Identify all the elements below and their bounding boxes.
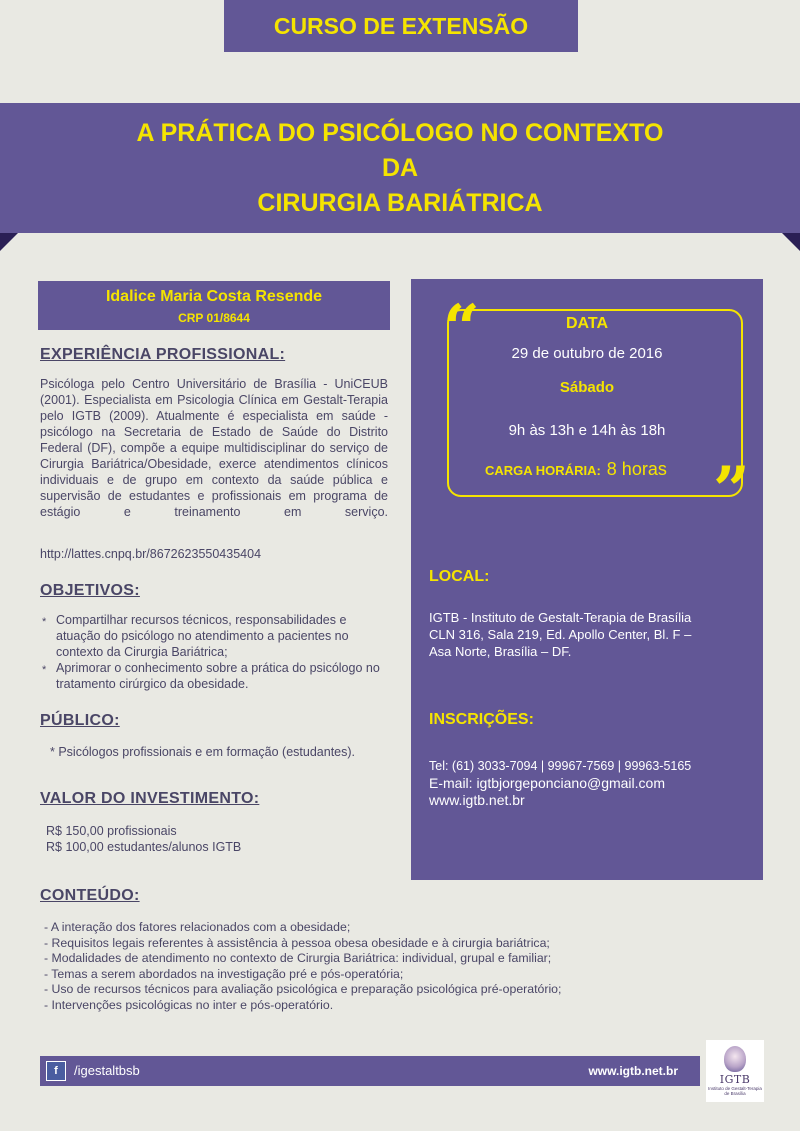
- list-item: - A interação dos fatores relacionados com a obesidade;: [44, 920, 351, 934]
- facebook-icon[interactable]: f: [46, 1061, 66, 1081]
- logo-emblem-icon: [724, 1046, 746, 1072]
- list-item: - Temas a serem abordados na investigação pré e pós-operatória;: [44, 966, 404, 981]
- list-item: - Modalidades de atendimento no contexto de Cirurgia Bariátrica: individual, grupal e familiar;: [44, 951, 552, 965]
- phone-numbers: Tel: (61) 3033-7094 | 99967-7569 | 99963-5165: [429, 759, 692, 773]
- logo-wordmark: IGTB: [719, 1073, 751, 1086]
- bullet-icon: *: [42, 616, 47, 628]
- close-quote-icon: ”: [713, 453, 750, 528]
- event-hours: 9h às 13h e 14h às 18h: [508, 422, 666, 439]
- course-type-label: CURSO DE EXTENSÃO: [273, 12, 529, 39]
- objectives-heading: OBJETIVOS:: [40, 582, 140, 599]
- workload: [485, 459, 667, 480]
- facebook-handle[interactable]: /igestaltbsb: [74, 1063, 140, 1078]
- title-line-1: A PRÁTICA DO PSICÓLOGO NO CONTEXTO: [136, 118, 664, 147]
- price-professionals: R$ 150,00 profissionais: [46, 824, 177, 838]
- event-weekday: Sábado: [559, 379, 615, 396]
- price-students: R$ 100,00 estudantes/alunos IGTB: [46, 840, 242, 854]
- workload-label: CARGA HORÁRIA:: [485, 463, 601, 478]
- info-panel: [411, 279, 763, 880]
- footer-website-link[interactable]: www.igtb.net.br: [588, 1064, 678, 1078]
- location-heading: LOCAL:: [429, 568, 490, 585]
- list-item: - Requisitos legais referentes à assistência à pessoa obesa obesidade e à cirurgia bariátrica;: [44, 935, 550, 950]
- date-label: DATA: [565, 315, 609, 332]
- speaker-box: [38, 281, 390, 330]
- open-quote-icon: “: [443, 291, 480, 366]
- course-type-banner: [224, 0, 578, 52]
- logo-caption: Instituto de Gestalt-Terapia de Brasília: [708, 1086, 762, 1096]
- audience-heading: PÚBLICO:: [40, 712, 120, 729]
- igtb-logo: [706, 1040, 764, 1102]
- registration-heading: INSCRIÇÕES:: [429, 711, 534, 728]
- footer-bar: [40, 1056, 700, 1086]
- investment-values: [46, 823, 241, 855]
- location-address: IGTB - Instituto de Gestalt-Terapia de Brasília CLN 316, Sala 219, Ed. Apollo Center, Bl. F – Asa Norte, Brasília – DF.: [429, 610, 692, 659]
- content-heading: CONTEÚDO:: [40, 887, 140, 904]
- speaker-name: Idalice Maria Costa Resende: [105, 288, 323, 305]
- investment-heading: VALOR DO INVESTIMENTO:: [40, 790, 260, 807]
- content-list: [44, 920, 764, 1013]
- ribbon-fold-right: [782, 233, 800, 251]
- lattes-link[interactable]: http://lattes.cnpq.br/8672623550435404: [40, 547, 262, 561]
- workload-value: 8 horas: [606, 459, 667, 479]
- title-line-2: DA: [381, 153, 419, 182]
- speaker-crp: CRP 01/8644: [178, 311, 250, 325]
- registration-contacts: [429, 758, 691, 809]
- ribbon-fold-left: [0, 233, 18, 251]
- list-item: - Uso de recursos técnicos para avaliação psicológica e preparação psicológica pré-operatório;: [44, 982, 562, 996]
- objectives-list: [40, 612, 390, 692]
- bullet-icon: *: [42, 664, 47, 676]
- list-item: - Intervenções psicológicas no inter e pós-operatório.: [44, 997, 334, 1012]
- list-item: * Compartilhar recursos técnicos, responsabilidades e atuação do psicólogo no atendimento a pacientes no contexto da Cirurgia Bariátrica;: [42, 613, 349, 659]
- email-address[interactable]: E-mail: igtbjorgeponciano@gmail.com: [429, 775, 665, 791]
- experience-text: Psicóloga pelo Centro Universitário de Brasília - UniCEUB (2001). Especialista em Psicologia Clínica em Gestalt-Terapia pelo IGTB (2009). Atualmente é especialista em saúde - psicólogo na Secretaria de Estado de Saúde do Distrito Federal (DF), compõe a equipe multidisciplinar do serviço de Cirurgia Bariátrica/Obesidade, exerce atendimentos clínicos individuais e de grupo em contexto da saúde pública e supervisão de estudantes e profissionais em programa de estágio e treinamento em serviço.: [40, 377, 388, 519]
- title-line-3: CIRURGIA BARIÁTRICA: [257, 188, 543, 217]
- title-band: [0, 103, 800, 233]
- event-date: 29 de outubro de 2016: [511, 345, 663, 362]
- audience-text: * Psicólogos profissionais e em formação (estudantes).: [50, 745, 356, 759]
- experience-heading: EXPERIÊNCIA PROFISSIONAL:: [40, 346, 286, 363]
- list-item: * Aprimorar o conhecimento sobre a prática do psicólogo no tratamento cirúrgico da obesidade.: [42, 661, 380, 691]
- website-link[interactable]: www.igtb.net.br: [429, 792, 525, 808]
